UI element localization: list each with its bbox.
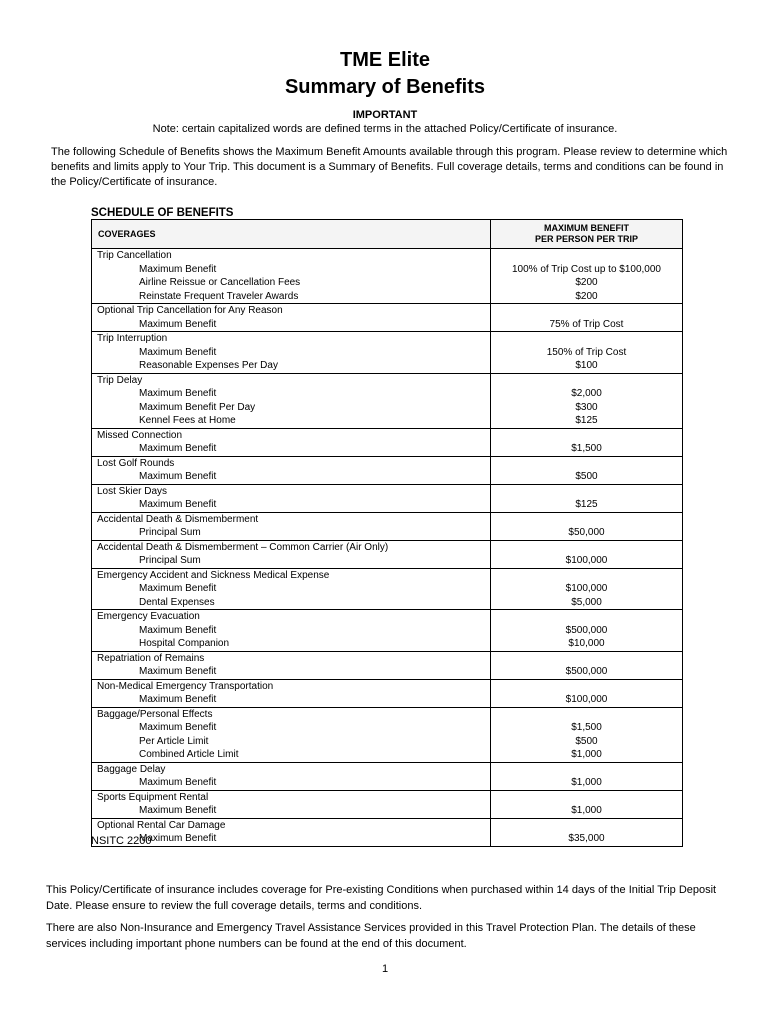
benefit-spacer xyxy=(491,332,682,346)
coverage-cell xyxy=(92,763,491,790)
coverage-item-value: $200 xyxy=(575,277,598,288)
benefit-spacer xyxy=(491,569,682,583)
coverage-cell xyxy=(92,652,491,679)
table-row xyxy=(92,680,682,708)
coverage-item-value: $100,000 xyxy=(565,555,608,566)
coverage-item-label: Maximum Benefit Per Day xyxy=(139,401,256,413)
coverage-item-label: Maximum Benefit xyxy=(139,499,217,510)
coverage-cell xyxy=(92,541,491,568)
benefit-cell xyxy=(491,708,682,762)
coverage-cell xyxy=(92,569,491,610)
coverage-item-label: Kennel Fees at Home xyxy=(139,415,236,426)
coverage-name: Baggage Delay xyxy=(97,763,166,775)
benefit-spacer xyxy=(491,763,682,777)
benefit-spacer xyxy=(491,429,682,443)
coverage-item-label: Maximum Benefit xyxy=(139,805,217,816)
coverage-item-value: $1,000 xyxy=(571,777,602,788)
benefit-cell xyxy=(491,513,682,540)
benefit-cell xyxy=(491,652,682,679)
benefit-cell xyxy=(491,541,682,568)
table-row xyxy=(92,374,682,429)
coverage-item-value: $100 xyxy=(575,360,598,371)
coverage-item-value: $50,000 xyxy=(568,527,605,538)
table-row xyxy=(92,569,682,611)
coverage-item-value: 150% of Trip Cost xyxy=(546,346,627,358)
coverage-item-value: $1,000 xyxy=(571,749,602,760)
coverage-name: Accidental Death & Dismemberment xyxy=(97,513,259,525)
col-header-coverages: COVERAGES xyxy=(92,220,491,248)
coverage-item-label: Maximum Benefit xyxy=(139,666,217,677)
coverage-cell xyxy=(92,791,491,818)
benefit-spacer xyxy=(491,541,682,555)
benefits-table xyxy=(91,219,683,847)
table-row xyxy=(92,513,682,541)
coverage-item-label: Maximum Benefit xyxy=(139,624,217,636)
coverage-item-value: $500 xyxy=(575,735,598,747)
coverage-item-value: $125 xyxy=(575,499,598,510)
table-row xyxy=(92,541,682,569)
coverage-item-value: $5,000 xyxy=(571,596,602,608)
benefit-cell xyxy=(491,791,682,818)
coverage-item-label: Principal Sum xyxy=(139,527,201,538)
benefit-spacer xyxy=(491,457,682,471)
coverage-name: Baggage/Personal Effects xyxy=(97,708,213,720)
coverage-item-label: Maximum Benefit xyxy=(139,583,217,594)
coverage-name: Optional Trip Cancellation for Any Reason xyxy=(97,305,283,316)
benefit-spacer xyxy=(491,652,682,666)
table-row xyxy=(92,763,682,791)
coverage-item-value: $100,000 xyxy=(565,583,608,594)
table-row xyxy=(92,485,682,513)
coverage-cell xyxy=(92,332,491,373)
coverage-cell xyxy=(92,513,491,540)
benefit-spacer xyxy=(491,819,682,833)
coverage-item-label: Principal Sum xyxy=(139,555,201,566)
coverage-item-value: $35,000 xyxy=(568,833,605,844)
table-row xyxy=(92,332,682,374)
benefit-cell xyxy=(491,763,682,790)
coverage-item-label: Reasonable Expenses Per Day xyxy=(139,360,278,371)
coverage-item-value: 100% of Trip Cost up to $100,000 xyxy=(512,263,661,275)
table-row xyxy=(92,249,682,304)
coverage-cell xyxy=(92,819,491,846)
coverage-item-label: Maximum Benefit xyxy=(139,833,217,844)
benefit-spacer xyxy=(491,249,682,263)
coverage-item-label: Hospital Companion xyxy=(139,638,230,649)
coverage-cell xyxy=(92,374,491,428)
coverage-cell xyxy=(92,457,491,484)
coverage-item-label: Reinstate Frequent Traveler Awards xyxy=(139,290,299,302)
coverage-name: Non-Medical Emergency Transportation xyxy=(97,680,274,692)
coverage-item-value: $2,000 xyxy=(571,388,602,399)
table-row xyxy=(92,429,682,457)
table-row xyxy=(92,819,682,846)
table-row xyxy=(92,610,682,652)
benefit-spacer xyxy=(491,680,682,694)
coverage-item-value: $10,000 xyxy=(568,638,605,649)
benefit-cell xyxy=(491,249,682,303)
benefit-cell xyxy=(491,610,682,651)
coverage-name: Lost Golf Rounds xyxy=(97,457,175,469)
note-text: Note: certain capitalized words are defined terms in the attached Policy/Certificate of insurance. xyxy=(152,123,618,135)
benefit-cell xyxy=(491,680,682,707)
table-row xyxy=(92,708,682,763)
benefit-cell xyxy=(491,332,682,373)
coverage-cell xyxy=(92,249,491,303)
coverage-item-value: 75% of Trip Cost xyxy=(549,318,624,330)
benefit-spacer xyxy=(491,610,682,624)
col-header-max-benefit xyxy=(491,220,682,248)
document-title: TME Elite xyxy=(339,49,430,71)
coverage-name: Trip Delay xyxy=(97,374,143,386)
coverage-cell xyxy=(92,680,491,707)
benefit-spacer xyxy=(491,513,682,527)
table-row xyxy=(92,304,682,332)
coverage-item-label: Maximum Benefit xyxy=(139,318,217,330)
coverage-item-label: Maximum Benefit xyxy=(139,722,217,733)
coverage-item-value: $125 xyxy=(575,415,598,426)
coverage-item-label: Combined Article Limit xyxy=(139,749,239,760)
benefit-spacer xyxy=(491,304,682,318)
preexisting-paragraph: This Policy/Certificate of insurance includes coverage for Pre-existing Conditions when purchased within 14 days of the Initial Trip Deposit Date. Please ensure to review the full coverage details, terms and conditions. xyxy=(46,884,717,912)
benefit-spacer xyxy=(491,791,682,805)
coverage-item-value: $100,000 xyxy=(565,694,608,705)
coverage-name: Trip Interruption xyxy=(97,333,168,344)
coverage-item-label: Dental Expenses xyxy=(139,596,215,608)
document-subtitle: Summary of Benefits xyxy=(284,76,486,98)
benefit-cell xyxy=(491,429,682,456)
coverage-name: Emergency Accident and Sickness Medical Expense xyxy=(97,569,330,581)
benefit-spacer xyxy=(491,485,682,499)
coverage-cell xyxy=(92,708,491,762)
page-number: 1 xyxy=(381,963,389,975)
coverage-name: Lost Skier Days xyxy=(97,485,168,497)
coverage-name: Sports Equipment Rental xyxy=(97,791,209,803)
coverage-name: Repatriation of Remains xyxy=(97,652,205,664)
coverage-cell xyxy=(92,429,491,456)
benefit-cell xyxy=(491,819,682,846)
col-header-max-line1: MAXIMUM BENEFIT xyxy=(544,223,629,233)
coverage-item-label: Per Article Limit xyxy=(139,735,209,747)
coverage-cell xyxy=(92,485,491,512)
coverage-name: Missed Connection xyxy=(97,429,183,441)
benefit-spacer xyxy=(491,708,682,722)
schedule-title: SCHEDULE OF BENEFITS xyxy=(91,207,234,219)
benefit-cell xyxy=(491,569,682,610)
coverage-cell xyxy=(92,304,491,331)
table-row xyxy=(92,457,682,485)
coverage-name: Optional Rental Car Damage xyxy=(97,819,226,831)
coverage-cell xyxy=(92,610,491,651)
coverage-item-value: $500,000 xyxy=(565,666,608,677)
benefit-cell xyxy=(491,374,682,428)
coverage-item-value: $300 xyxy=(575,401,598,413)
coverage-item-label: Maximum Benefit xyxy=(139,388,217,399)
coverage-item-value: $1,500 xyxy=(571,722,602,733)
intro-paragraph: The following Schedule of Benefits shows the Maximum Benefit Amounts available through this program. Please review to determine which benefits and limits apply to Your Trip. This document is a Summary of Benefits. Full coverage details, terms and conditions can be found in the Policy/Certificate of insurance. xyxy=(51,146,728,188)
table-row xyxy=(92,791,682,819)
coverage-item-value: $500,000 xyxy=(565,624,608,636)
coverage-item-value: $200 xyxy=(575,290,598,302)
coverage-name: Trip Cancellation xyxy=(97,250,172,261)
coverage-item-label: Airline Reissue or Cancellation Fees xyxy=(139,277,301,288)
coverage-item-value: $1,000 xyxy=(571,805,602,816)
coverage-item-label: Maximum Benefit xyxy=(139,443,217,454)
coverage-item-label: Maximum Benefit xyxy=(139,263,217,275)
benefit-cell xyxy=(491,304,682,331)
coverage-item-value: $1,500 xyxy=(571,443,602,454)
coverage-item-label: Maximum Benefit xyxy=(139,346,217,358)
table-row xyxy=(92,652,682,680)
coverage-item-label: Maximum Benefit xyxy=(139,694,217,705)
benefit-cell xyxy=(491,485,682,512)
coverage-item-value: $500 xyxy=(575,471,598,482)
benefit-spacer xyxy=(491,374,682,388)
coverage-item-label: Maximum Benefit xyxy=(139,777,217,788)
coverage-name: Accidental Death & Dismemberment – Common Carrier (Air Only) xyxy=(97,541,389,553)
table-header xyxy=(92,220,682,249)
coverage-name: Emergency Evacuation xyxy=(97,611,200,622)
form-code: NSITC 2200 xyxy=(91,835,152,847)
important-heading: IMPORTANT xyxy=(352,109,418,121)
assistance-paragraph: There are also Non-Insurance and Emergency Travel Assistance Services provided in this Travel Protection Plan. The details of these services including important phone numbers can be found at the end of this document. xyxy=(46,922,696,950)
col-header-max-line2: PER PERSON PER TRIP xyxy=(534,234,639,244)
coverage-item-label: Maximum Benefit xyxy=(139,471,217,482)
benefit-cell xyxy=(491,457,682,484)
